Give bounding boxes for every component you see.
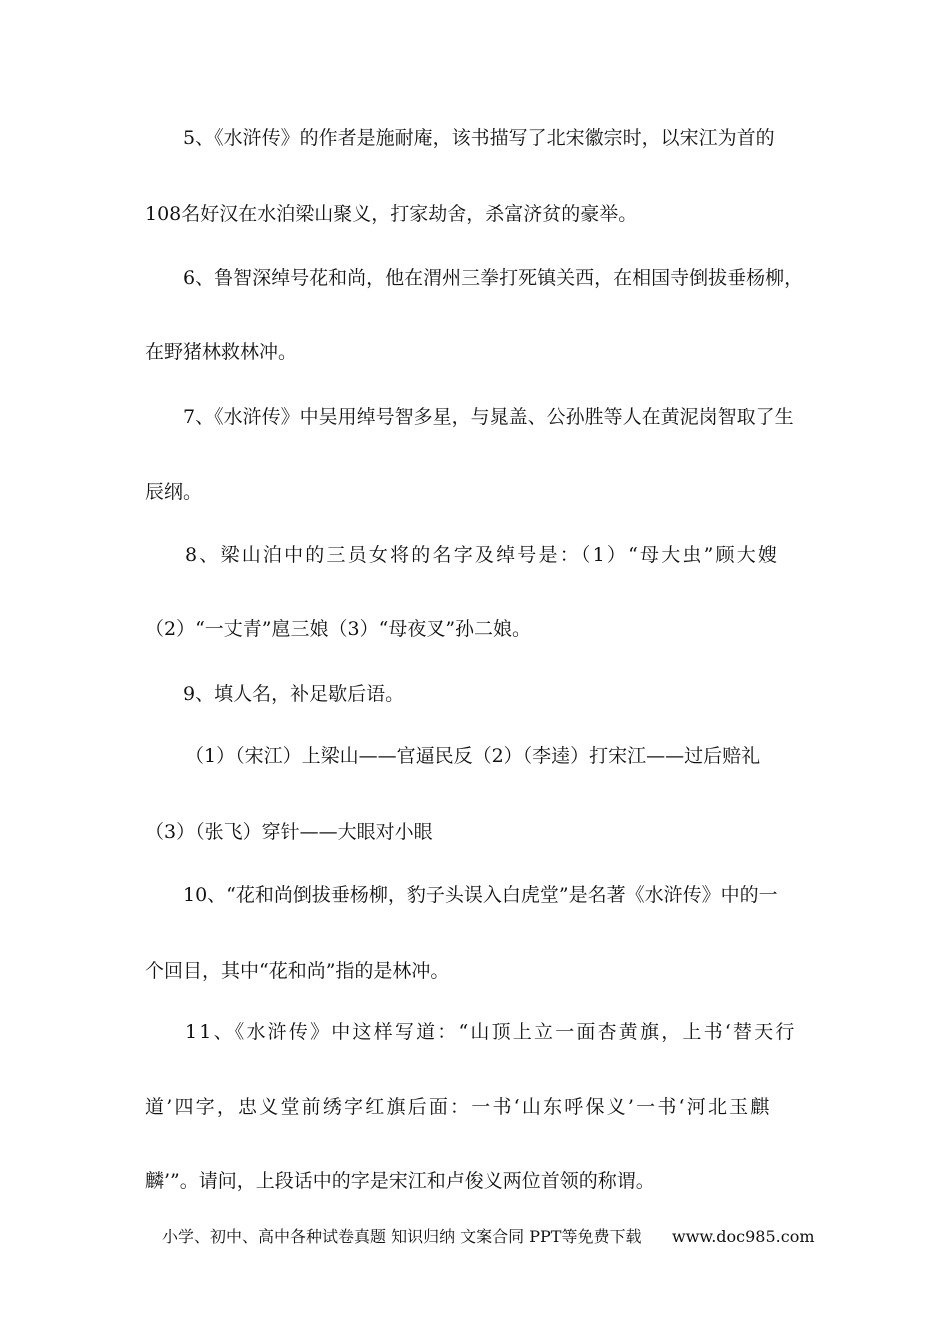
text-line: 在野猪林救林冲。 xyxy=(145,341,298,363)
text-line: 6、鲁智深绰号花和尚，他在渭州三拳打死镇关西，在相国寺倒拔垂杨柳， xyxy=(183,267,804,289)
text-line: 10、“花和尚倒拔垂杨柳，豹子头误入白虎堂”是名著《水浒传》中的一 xyxy=(183,884,778,906)
text-line: （3）（张飞）穿针——大眼对小眼 xyxy=(145,821,433,843)
text-line: 11、《水浒传》中这样写道：“山顶上立一面杏黄旗，上书‘替天行 xyxy=(185,1021,797,1043)
text-line: 7、《水浒传》中吴用绰号智多星，与晁盖、公孙胜等人在黄泥岗智取了生 xyxy=(183,406,794,428)
footer-site-link[interactable]: www.doc985.com xyxy=(672,1227,815,1246)
text-line: 道’四字，忠义堂前绣字红旗后面：一书‘山东呼保义’一书‘河北玉麒 xyxy=(145,1096,772,1118)
text-line: 麟’”。请问，上段话中的字是宋江和卢俊义两位首领的称谓。 xyxy=(145,1170,655,1192)
text-line: 5、《水浒传》的作者是施耐庵，该书描写了北宋徽宗时，以宋江为首的 xyxy=(183,127,775,149)
text-line: 辰纲。 xyxy=(145,481,203,503)
page-footer xyxy=(162,1226,815,1248)
text-line: （1）（宋江）上梁山——官逼民反（2）（李逵）打宋江——过后赔礼 xyxy=(185,745,761,767)
text-line: 8、梁山泊中的三员女将的名字及绰号是：（1）“母大虫”顾大嫂 xyxy=(185,544,780,566)
text-line: （2）“一丈青”扈三娘（3）“母夜叉”孙二娘。 xyxy=(145,618,532,640)
footer-text: 小学、初中、高中各种试卷真题 知识归纳 文案合同 PPT等免费下载 xyxy=(162,1227,642,1246)
text-line: 个回目，其中“花和尚”指的是林冲。 xyxy=(145,960,450,982)
text-line: 108名好汉在水泊梁山聚义，打家劫舍，杀富济贫的豪举。 xyxy=(145,203,638,225)
text-line: 9、填人名，补足歇后语。 xyxy=(183,683,405,705)
